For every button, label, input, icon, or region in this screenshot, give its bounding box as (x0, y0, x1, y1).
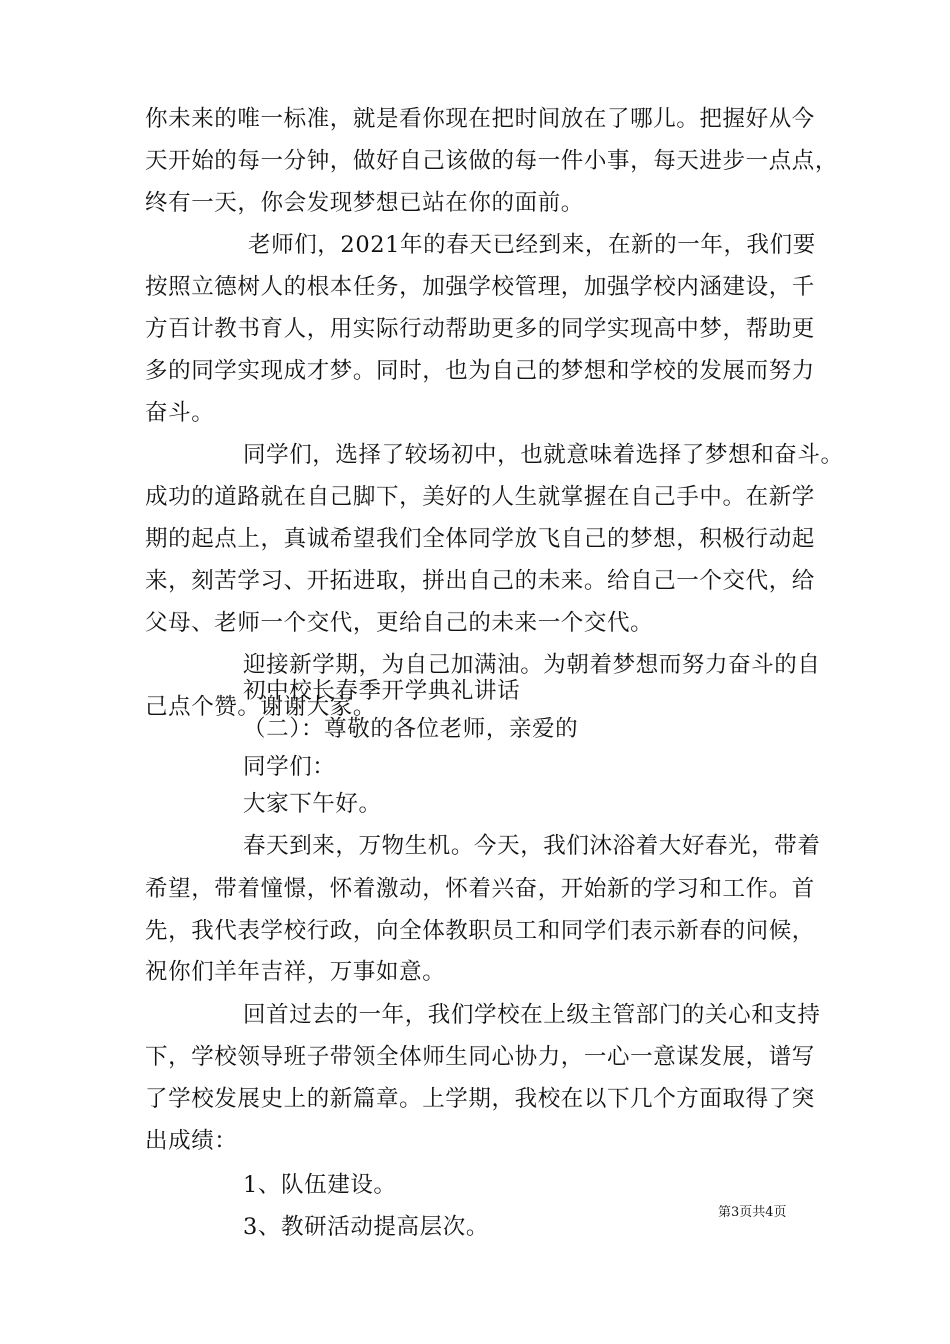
paragraph-line: 来，刻苦学习、开拓进取，拼出自己的未来。给自己一个交代，给 (145, 568, 815, 594)
paragraph-line: 你未来的唯一标准，就是看你现在把时间放在了哪儿。把握好从今 (145, 106, 815, 132)
page-number-footer: 第3页共4页 (718, 1205, 787, 1220)
paragraph-line: 父母、老师一个交代，更给自己的未来一个交代。 (145, 610, 654, 636)
paragraph-line: 按照立德树人的根本任务，加强学校管理，加强学校内涵建设，千 (145, 274, 815, 300)
section-title: 初中校长春季开学典礼讲话 (243, 678, 521, 704)
paragraph-line: 奋斗。 (145, 400, 215, 426)
paragraph-line: 希望，带着憧憬，怀着激动，怀着兴奋，开始新的学习和工作。首 (145, 876, 815, 902)
paragraph-line: 回首过去的一年，我们学校在上级主管部门的关心和支持 (243, 1002, 821, 1028)
list-item: 3、教研活动提高层次。 (243, 1214, 489, 1240)
paragraph-line: 同学们，选择了较场初中，也就意味着选择了梦想和奋斗。 (243, 442, 844, 468)
salutation: 同学们： (243, 754, 336, 780)
paragraph-line: 迎接新学期，为自己加满油。为朝着梦想而努力奋斗的自 (243, 652, 821, 678)
paragraph-line: 祝你们羊年吉祥，万事如意。 (145, 959, 446, 985)
paragraph-line: 了学校发展史上的新篇章。上学期，我校在以下几个方面取得了突 (145, 1086, 815, 1112)
paragraph-line: 方百计教书育人，用实际行动帮助更多的同学实现高中梦，帮助更 (145, 316, 815, 342)
paragraph-line: 终有一天，你会发现梦想已站在你的面前。 (145, 190, 584, 216)
paragraph-line: 先，我代表学校行政，向全体教职员工和同学们表示新春的问候， (145, 918, 815, 944)
paragraph-line: 下，学校领导班子带领全体师生同心协力，一心一意谋发展，谱写 (145, 1044, 815, 1070)
paragraph-line: 天开始的每一分钟，做好自己该做的每一件小事，每天进步一点点， (145, 148, 839, 174)
paragraph-line: （二）：尊敬的各位老师，亲爱的 (243, 716, 579, 742)
greeting: 大家下午好。 (243, 791, 382, 817)
paragraph-line: 己点个赞。谢谢大家。 (145, 694, 377, 720)
paragraph-line: 春天到来，万物生机。今天，我们沐浴着大好春光，带着 (243, 833, 821, 859)
paragraph-line: 成功的道路就在自己脚下，美好的人生就掌握在自己手中。在新学 (145, 484, 815, 510)
paragraph-line: 期的起点上，真诚希望我们全体同学放飞自己的梦想，积极行动起 (145, 526, 815, 552)
list-item: 1、队伍建设。 (243, 1172, 397, 1198)
paragraph-line: 出成绩： (145, 1128, 238, 1154)
paragraph-line: 老师们，2021年的春天已经到来，在新的一年，我们要 (248, 232, 816, 258)
paragraph-line: 多的同学实现成才梦。同时，也为自己的梦想和学校的发展而努力 (145, 358, 815, 384)
